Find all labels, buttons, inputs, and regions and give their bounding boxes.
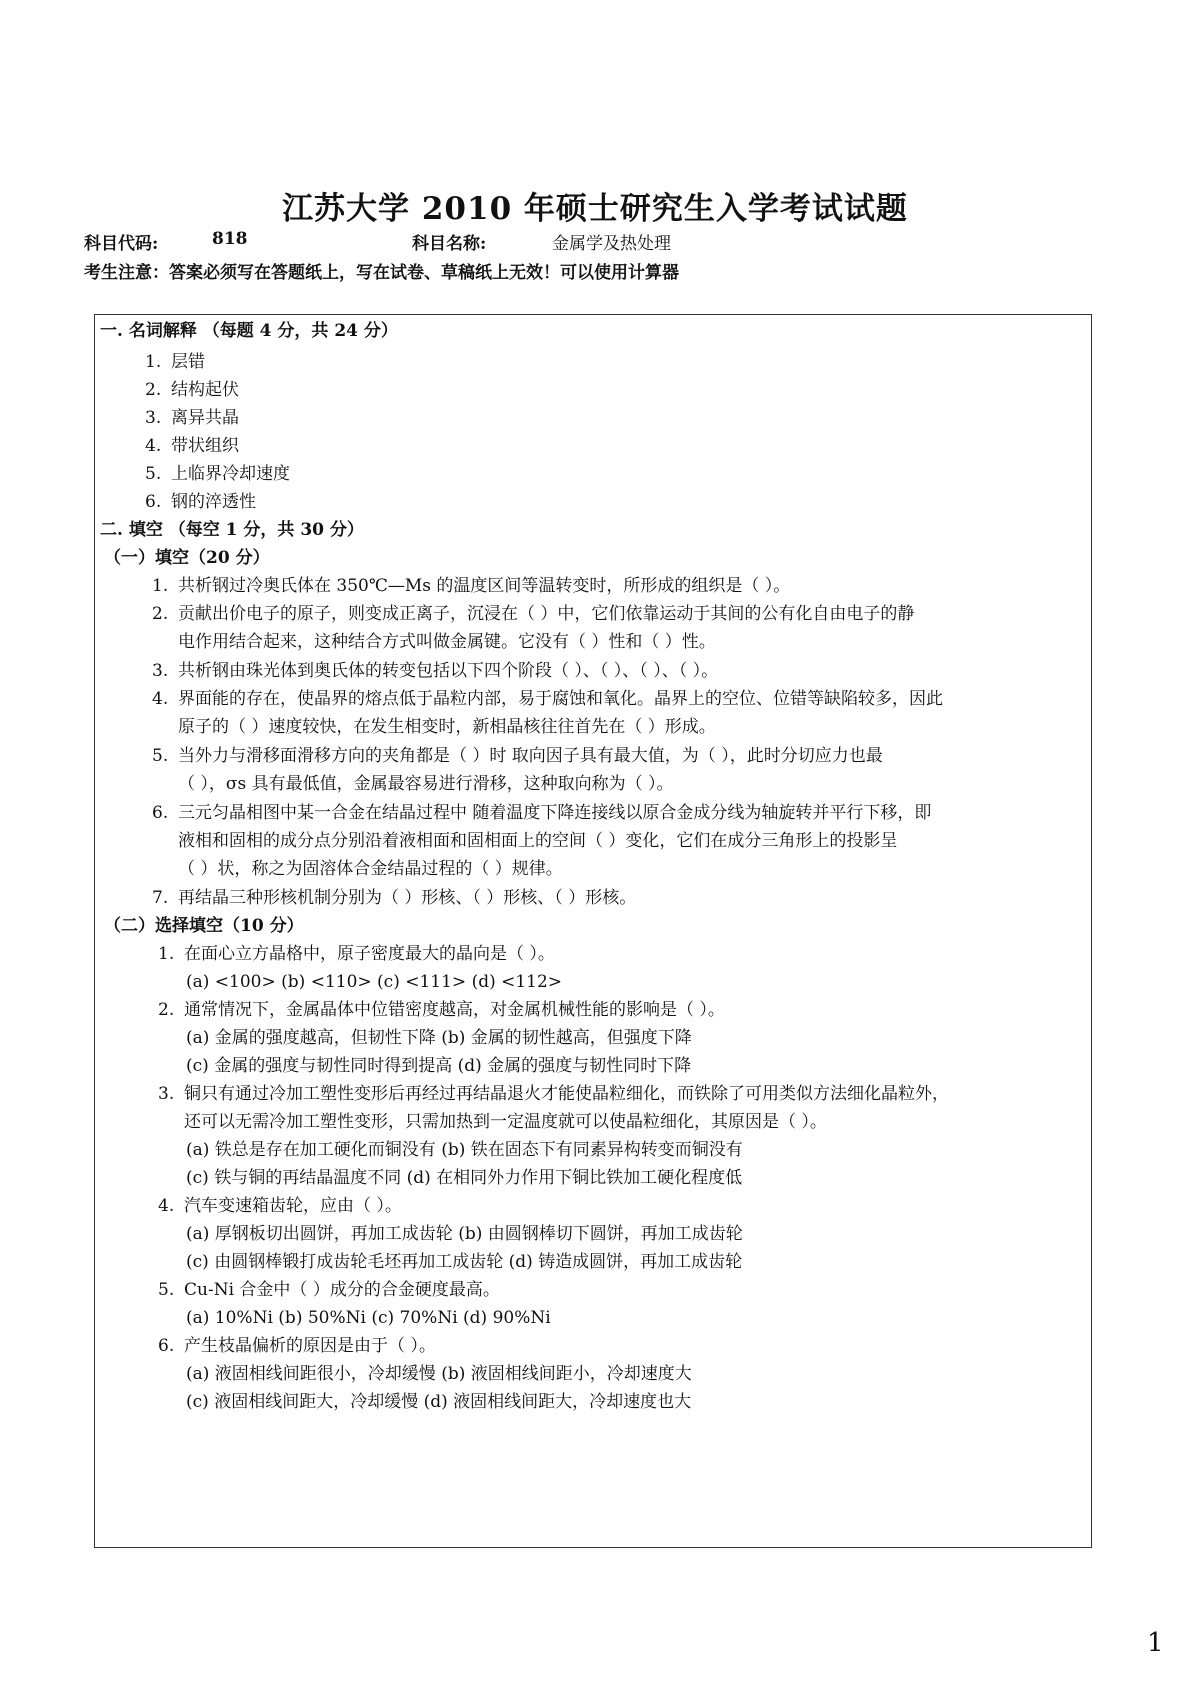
exam-title: 江苏大学 2010 年硕士研究生入学考试试题 [282,191,908,227]
choice-options: (a) 液固相线间距很小，冷却缓慢 (b) 液固相线间距小，冷却速度大 [186,1364,692,1384]
page-number: 1 [1147,1628,1164,1658]
fill-question-cont: 液相和固相的成分点分别沿着液相面和固相面上的空间（ ）变化，它们在成分三角形上的投影呈 [178,831,898,851]
section2-heading: 二. 填空 （每空 1 分，共 30 分） [100,520,364,540]
term-item: 5. 上临界冷却速度 [145,464,290,484]
choice-options: (a) 厚钢板切出圆饼，再加工成齿轮 (b) 由圆钢棒切下圆饼，再加工成齿轮 [186,1224,743,1244]
subject-code-label: 科目代码: [84,234,159,254]
choice-subheading: （二）选择填空（10 分） [104,916,304,936]
choice-question: 6. 产生枝晶偏析的原因是由于（ ）。 [158,1336,436,1356]
fill-subheading: （一）填空（20 分） [104,548,270,568]
subject-name-label: 科目名称: [412,234,487,254]
choice-options: (c) 金属的强度与韧性同时得到提高 (d) 金属的强度与韧性同时下降 [186,1056,692,1076]
term-item: 2. 结构起伏 [145,380,239,400]
choice-options: (a) 10%Ni (b) 50%Ni (c) 70%Ni (d) 90%Ni [186,1308,551,1328]
choice-question: 1. 在面心立方晶格中，原子密度最大的晶向是（ ）。 [158,944,555,964]
fill-question-cont: （ ）状，称之为固溶体合金结晶过程的（ ）规律。 [178,859,563,879]
fill-question: 1. 共析钢过冷奥氏体在 350℃—Ms 的温度区间等温转变时，所形成的组织是（ ）。 [152,576,791,596]
fill-question: 4. 界面能的存在，使晶界的熔点低于晶粒内部，易于腐蚀和氧化。晶界上的空位、位错等缺陷较多，因此 [152,689,943,709]
fill-question-cont: （ ），σs 具有最低值，金属最容易进行滑移，这种取向称为（ ）。 [178,774,674,794]
choice-question: 3. 铜只有通过冷加工塑性变形后再经过再结晶退火才能使晶粒细化，而铁除了可用类似方法细化晶粒外， [158,1084,949,1104]
term-item: 6. 钢的淬透性 [145,492,256,512]
section1-heading: 一. 名词解释 （每题 4 分，共 24 分） [100,321,398,341]
choice-options: (a) 铁总是存在加工硬化而铜没有 (b) 铁在固态下有同素异构转变而铜没有 [186,1140,743,1160]
fill-question: 3. 共析钢由珠光体到奥氏体的转变包括以下四个阶段（ ）、（ ）、（ ）、（ ）。 [152,661,719,681]
fill-question: 6. 三元匀晶相图中某一合金在结晶过程中 随着温度下降连接线以原合金成分线为轴旋转并平行下移，即 [152,803,932,823]
subject-code: 818 [212,229,248,249]
fill-question-cont: 电作用结合起来，这种结合方式叫做金属键。它没有（ ）性和（ ）性。 [178,632,716,652]
fill-question-cont: 原子的（ ）速度较快，在发生相变时，新相晶核往往首先在（ ）形成。 [178,717,716,737]
exam-notice: 考生注意：答案必须写在答题纸上，写在试卷、草稿纸上无效！可以使用计算器 [84,263,679,283]
choice-options: (a) 金属的强度越高，但韧性下降 (b) 金属的韧性越高，但强度下降 [186,1028,692,1048]
choice-question: 5. Cu-Ni 合金中（ ）成分的合金硬度最高。 [158,1280,500,1300]
subject-name: 金属学及热处理 [552,234,671,254]
fill-question: 2. 贡献出价电子的原子，则变成正离子，沉浸在（ ）中，它们依靠运动于其间的公有化自由电子的静 [152,604,915,624]
choice-question: 4. 汽车变速箱齿轮，应由（ ）。 [158,1196,402,1216]
choice-options: (c) 铁与铜的再结晶温度不同 (d) 在相同外力作用下铜比铁加工硬化程度低 [186,1168,743,1188]
choice-options: (c) 液固相线间距大，冷却缓慢 (d) 液固相线间距大，冷却速度也大 [186,1392,692,1412]
choice-question: 2. 通常情况下，金属晶体中位错密度越高，对金属机械性能的影响是（ ）。 [158,1000,725,1020]
fill-question: 5. 当外力与滑移面滑移方向的夹角都是（ ）时 取向因子具有最大值，为（ ），此时分切应力也最 [152,746,883,766]
term-item: 1. 层错 [145,352,205,372]
choice-options: (a) <100> (b) <110> (c) <111> (d) <112> [186,972,563,992]
term-item: 3. 离异共晶 [145,408,239,428]
choice-question-cont: 还可以无需冷加工塑性变形，只需加热到一定温度就可以使晶粒细化，其原因是（ ）。 [184,1112,827,1132]
choice-options: (c) 由圆钢棒锻打成齿轮毛坯再加工成齿轮 (d) 铸造成圆饼，再加工成齿轮 [186,1252,743,1272]
fill-question: 7. 再结晶三种形核机制分别为（ ）形核、（ ）形核、（ ）形核。 [152,888,637,908]
term-item: 4. 带状组织 [145,436,239,456]
